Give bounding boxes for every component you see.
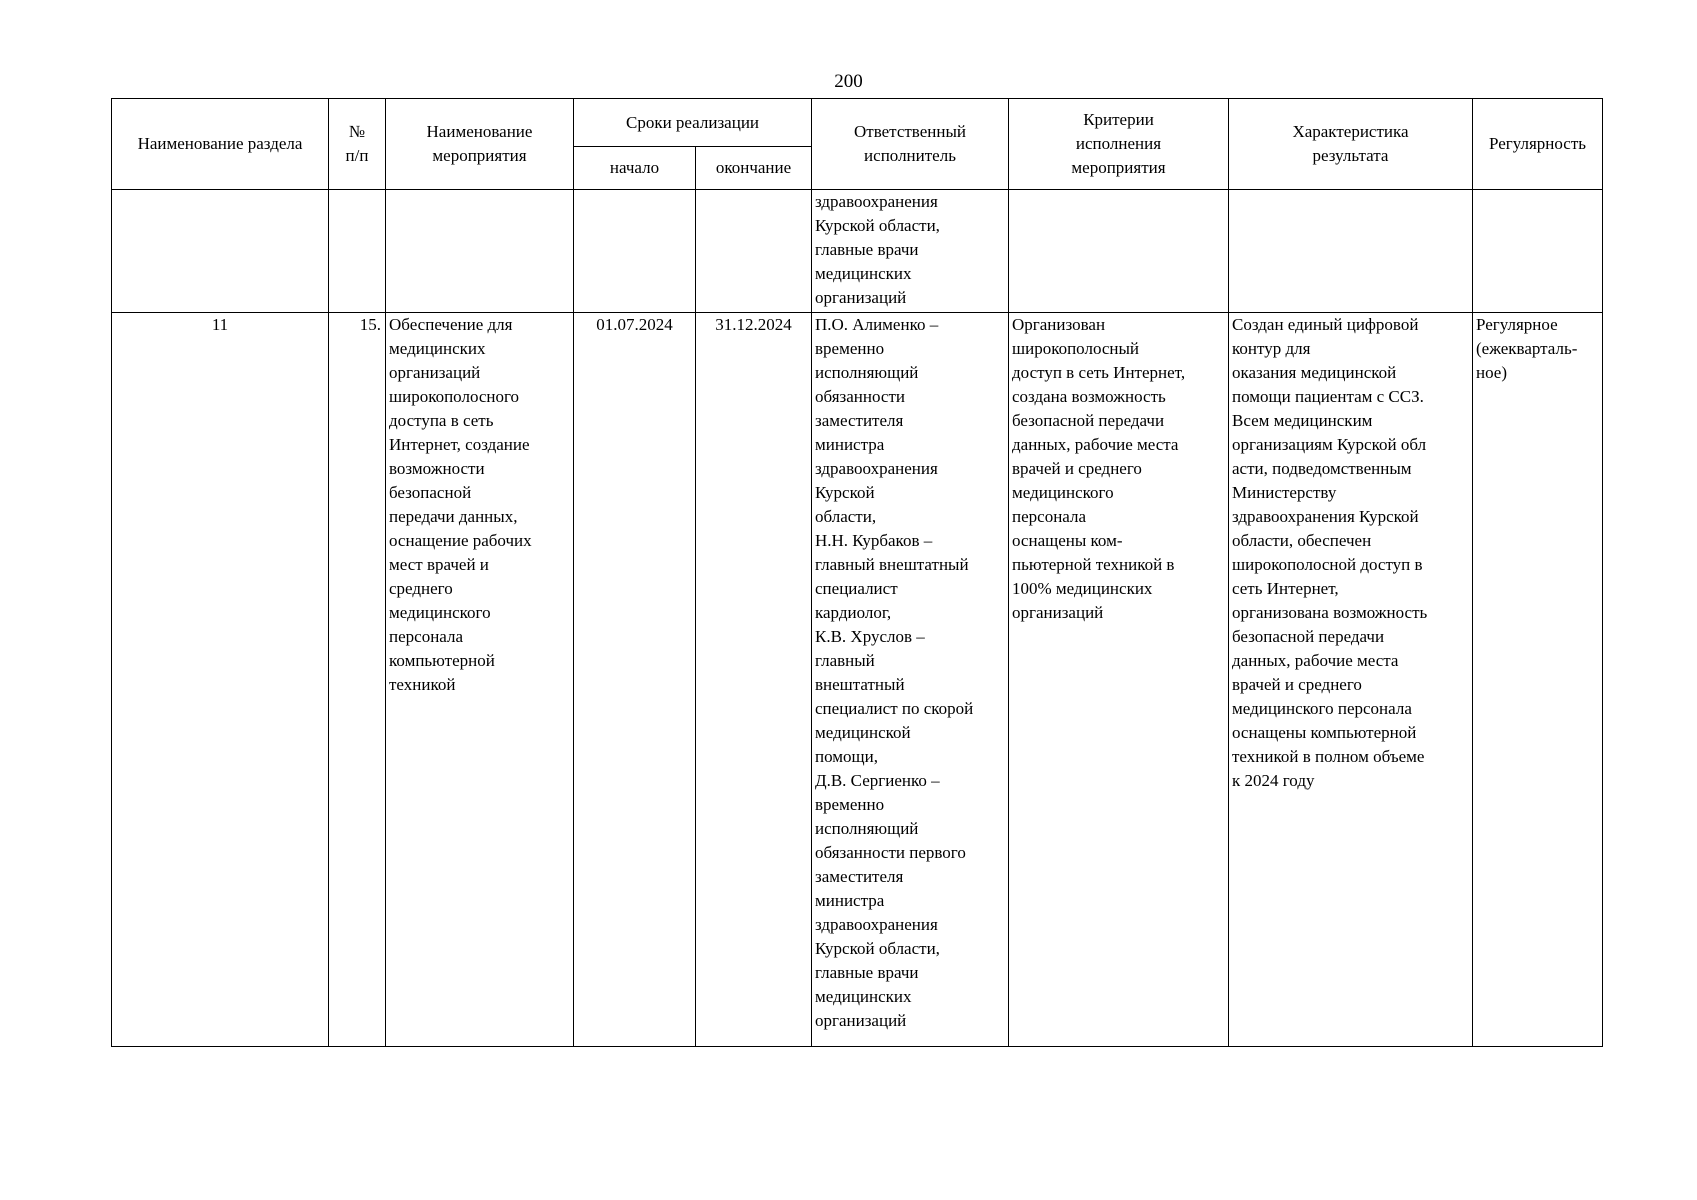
cell-result: [1229, 190, 1473, 313]
cell-regularity: [1473, 190, 1603, 313]
header-start: начало: [574, 147, 696, 190]
cell-end: [696, 190, 812, 313]
table-row-continuation: [112, 190, 1603, 313]
cell-regularity: Регулярное (ежекварталь- ное): [1473, 313, 1603, 1047]
header-number: № п/п: [329, 99, 386, 190]
cell-executor: здравоохранения Курской области, главные врачи медицинских организаций: [812, 190, 1009, 313]
cell-section: 11: [112, 313, 329, 1047]
cell-start: [574, 190, 696, 313]
cell-criteria: [1009, 190, 1229, 313]
header-responsible-executor: Ответственный исполнитель: [812, 99, 1009, 190]
header-result-characteristic: Характеристика результата: [1229, 99, 1473, 190]
cell-start: 01.07.2024: [574, 313, 696, 1047]
cell-event: Обеспечение для медицинских организаций широкополосного доступа в сеть Интернет, создание возможности безопасной передачи данных, оснащение рабочих мест врачей и среднего медицинского персонала компьютерной техникой: [386, 313, 574, 1047]
header-end: окончание: [696, 147, 812, 190]
cell-result: Создан единый цифровой контур для оказания медицинской помощи пациентам с ССЗ. Всем медицинским организациям Курской обл асти, подведомственным Министерству здравоохранения Курской области, обеспечен широкополосной доступ в сеть Интернет, организована возможность безопасной передачи данных, рабочие места врачей и среднего медицинского персонала оснащены компьютерной техникой в полном объеме к 2024 году: [1229, 313, 1473, 1047]
header-event-name: Наименование мероприятия: [386, 99, 574, 190]
cell-executor: П.О. Алименко – временно исполняющий обязанности заместителя министра здравоохранения Курской области, Н.Н. Курбаков – главный внештатный специалист кардиолог, К.В. Хруслов – главный внештатный специалист по скорой медицинской помощи, Д.В. Сергиенко – временно исполняющий обязанности первого заместителя министра здравоохранения Курской области, главные врачи медицинских организаций: [812, 313, 1009, 1047]
table-row: [112, 313, 1603, 1047]
cell-event: [386, 190, 574, 313]
header-implementation-terms: Сроки реализации: [574, 99, 812, 147]
measures-table: [111, 98, 1603, 1047]
cell-number: [329, 190, 386, 313]
cell-section: [112, 190, 329, 313]
header-regularity: Регулярность: [1473, 99, 1603, 190]
cell-criteria: Организован широкополосный доступ в сеть Интернет, создана возможность безопасной передачи данных, рабочие места врачей и среднего медицинского персонала оснащены ком- пьютерной техникой в 100% медицинских организаций: [1009, 313, 1229, 1047]
page-number: 200: [834, 71, 863, 92]
header-criteria: Критерии исполнения мероприятия: [1009, 99, 1229, 190]
cell-number: 15.: [329, 313, 386, 1047]
table-header: [112, 99, 1603, 190]
header-section-name: Наименование раздела: [112, 99, 329, 190]
cell-end: 31.12.2024: [696, 313, 812, 1047]
